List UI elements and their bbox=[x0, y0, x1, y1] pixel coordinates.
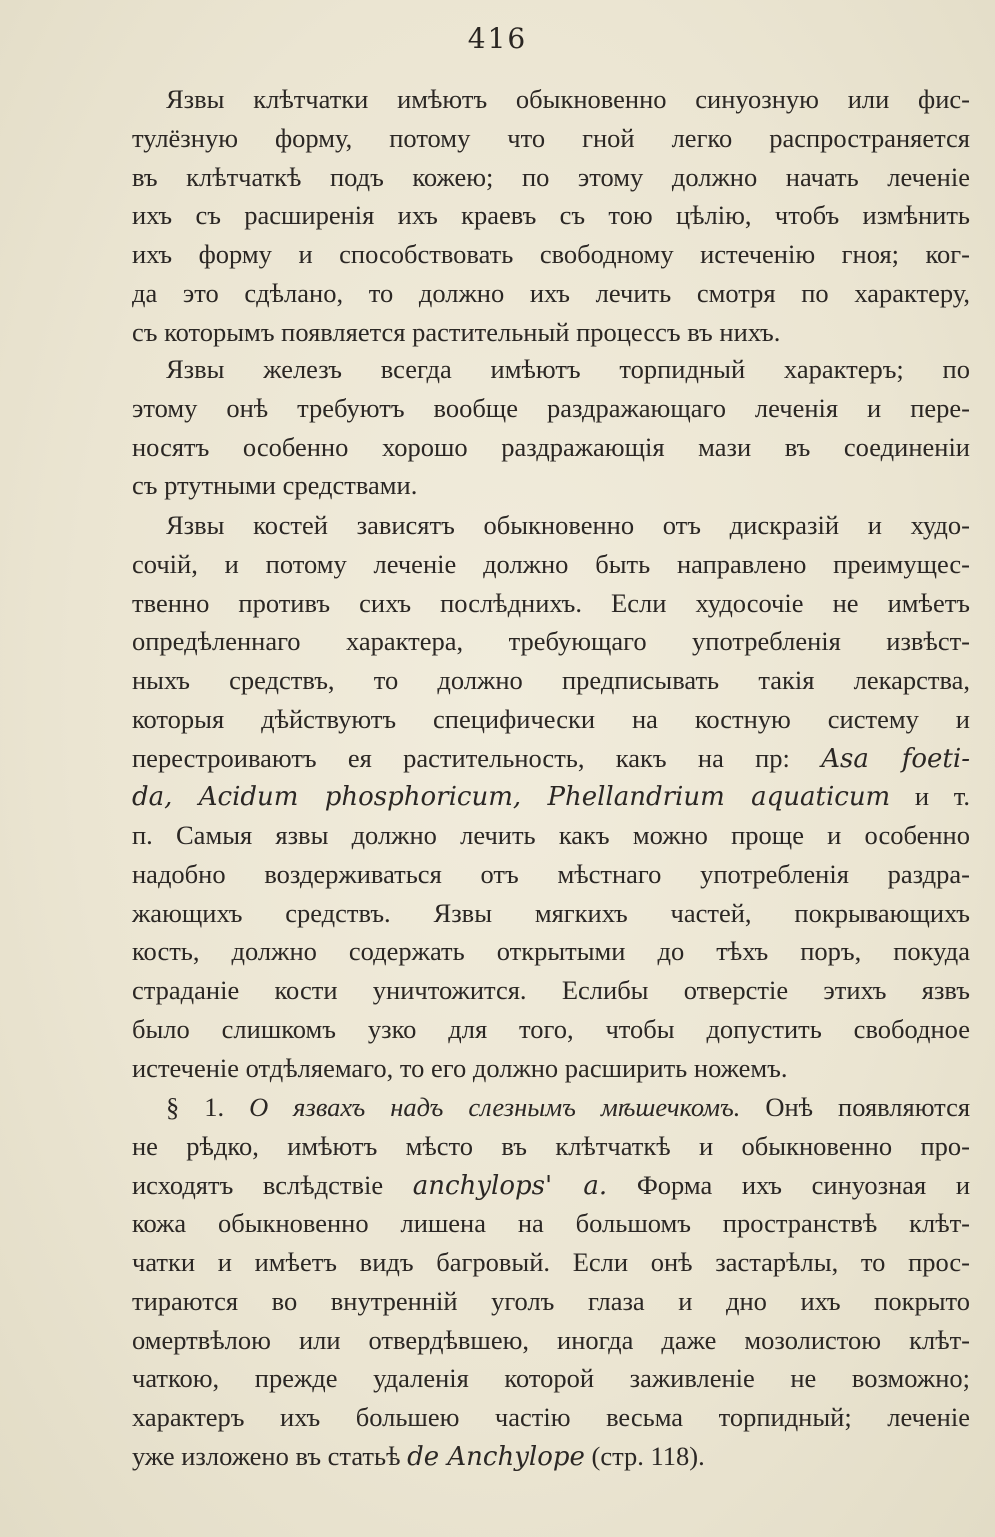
text-line: жающихъ средствъ. Язвы мягкихъ частей, покрывающихъ bbox=[132, 897, 970, 928]
page-number: 416 bbox=[467, 22, 528, 55]
text-line: ихъ съ расширенія ихъ краевъ съ тою цѣлію, чтобъ измѣнить bbox=[132, 200, 970, 231]
section-number: § 1. bbox=[166, 1092, 225, 1122]
text-line: ныхъ средствъ, то должно предписывать такія лекарства, bbox=[132, 665, 970, 695]
text-line: опредѣленнаго характера, требующаго употребленія извѣст- bbox=[132, 626, 970, 657]
text-line: омертвѣлою или отвердѣвшею, иногда даже мозолистою клѣт- bbox=[132, 1324, 970, 1355]
text-line: кость, должно содержать открытыми до тѣхъ поръ, покуда bbox=[132, 936, 970, 967]
text-line: чатки и имѣетъ видъ багровый. Если онѣ застарѣлы, то прос- bbox=[132, 1247, 970, 1277]
section-heading-line: § 1. О язвахъ надъ слезнымъ мѣшечкомъ. Онѣ появляются bbox=[166, 1092, 971, 1122]
text-line: да это сдѣлано, то должно ихъ лечить смотря по характеру, bbox=[132, 277, 970, 308]
paragraph-1 bbox=[132, 80, 970, 351]
latin-term: anchylops' a. bbox=[412, 1170, 608, 1201]
latin-term: da, Acidum phosphoricum, Phellandrium aquaticum bbox=[132, 782, 891, 813]
latin-term: Asa foeti- bbox=[821, 743, 970, 774]
text-line: надобно воздерживаться отъ мѣстнаго употребленія раздра- bbox=[132, 858, 970, 889]
text-line: чаткою, прежде удаленія которой заживленіе не возможно; bbox=[132, 1363, 970, 1394]
text-line: сочій, и потому леченіе должно быть направлено преимущес- bbox=[132, 548, 970, 579]
text-line: твенно противъ сихъ послѣднихъ. Если худосочіе не имѣетъ bbox=[132, 587, 970, 618]
section-title: О язвахъ надъ слезнымъ мѣшечкомъ. bbox=[249, 1092, 741, 1122]
text-line: съ ртутными средствами. bbox=[132, 470, 418, 501]
text-line: п. Самыя язвы должно лечить какъ можно проще и особенно bbox=[132, 820, 970, 850]
text-line-with-latin: исходятъ вслѣдствіе anchylops' a. Форма ихъ синуозная и bbox=[132, 1169, 971, 1201]
text-line: было слишкомъ узко для того, чтобы допустить свободное bbox=[132, 1013, 970, 1044]
text-line: кожа обыкновенно лишена на большомъ пространствѣ клѣт- bbox=[132, 1208, 970, 1239]
text-line: которыя дѣйствуютъ специфически на костную систему и bbox=[132, 703, 970, 734]
text-line: носятъ особенно хорошо раздражающія мази въ соединеніи bbox=[132, 431, 970, 462]
text-line: въ клѣтчаткѣ подъ кожею; по этому должно начать леченіе bbox=[132, 161, 970, 192]
text-line: характеръ ихъ большею частію весьма торпидный; леченіе bbox=[132, 1402, 970, 1432]
text-line: Язвы железъ всегда имѣютъ торпидный характеръ; по bbox=[166, 354, 970, 384]
text-line: ихъ форму и способствовать свободному истеченію гноя; ког- bbox=[132, 239, 970, 269]
text-line-with-latin: уже изложено въ статьѣ de Anchylope (стр. 118). bbox=[132, 1440, 705, 1472]
text-line: этому онѣ требуютъ вообще раздражающаго леченія и пере- bbox=[132, 392, 970, 423]
text-line: тираются во внутренній уголъ глаза и дно ихъ покрыто bbox=[132, 1285, 970, 1316]
text-line-with-latin: da, Acidum phosphoricum, Phellandrium aquaticum и т. bbox=[132, 781, 970, 813]
paragraph-3 bbox=[132, 506, 970, 1087]
text-line: истеченіе отдѣляемаго, то его должно расширить ножемъ. bbox=[132, 1052, 788, 1083]
paragraph-2 bbox=[132, 350, 970, 505]
text-line: съ которымъ появляется растительный процессъ въ нихъ. bbox=[132, 316, 781, 347]
text-line: Язвы костей зависятъ обыкновенно отъ дискразій и худо- bbox=[166, 510, 970, 540]
text-line: не рѣдко, имѣютъ мѣсто въ клѣтчаткѣ и обыкновенно про- bbox=[132, 1130, 970, 1161]
latin-term: de Anchylope bbox=[407, 1441, 585, 1472]
text-line: Язвы клѣтчатки имѣютъ обыкновенно синуозную или фис- bbox=[166, 84, 970, 114]
text-line-with-latin: перестроиваютъ ея растительность, какъ на пр: Asa foeti- bbox=[132, 742, 970, 774]
text-line: страданіе кости уничтожится. Еслибы отверстіе этихъ язвъ bbox=[132, 975, 970, 1005]
text-line: тулёзную форму, потому что гной легко распространяется bbox=[132, 122, 970, 153]
section-1 bbox=[132, 1088, 970, 1476]
